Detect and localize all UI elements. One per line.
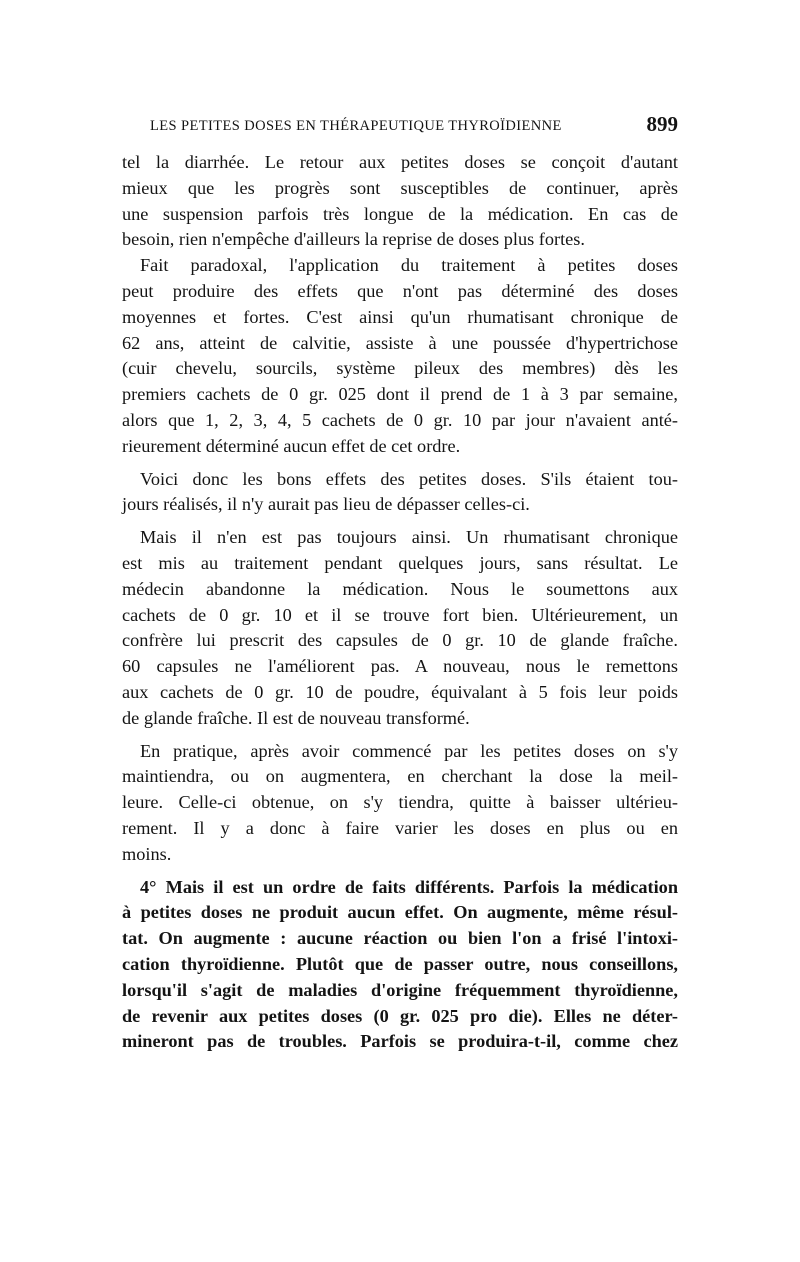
paragraph-5 (122, 739, 678, 868)
text-line: tel la diarrhée. Le retour aux petites doses se conçoit d'autant (122, 152, 678, 172)
text-line: confrère lui prescrit des capsules de 0 gr. 10 de glande fraîche. (122, 630, 678, 651)
text-line: Fait paradoxal, l'application du traitement à petites doses (140, 255, 678, 276)
running-title: LES PETITES DOSES EN THÉRAPEUTIQUE THYROÏDIENNE (150, 118, 562, 134)
paragraph-4 (122, 525, 678, 731)
text-line: En pratique, après avoir commencé par les petites doses on s'y (140, 740, 678, 761)
text-line: maintiendra, ou on augmentera, en cherchant la dose la meil- (122, 766, 678, 787)
text-line: lorsqu'il s'agit de maladies d'origine fréquemment thyroïdienne, (122, 979, 678, 1000)
text-line: besoin, rien n'empêche d'ailleurs la reprise de doses plus fortes. (122, 229, 585, 250)
text-line: à petites doses ne produit aucun effet. On augmente, même résul- (122, 902, 678, 923)
text-line: moyennes et fortes. C'est ainsi qu'un rhumatisant chronique de (122, 306, 678, 327)
page-number: 899 (646, 112, 678, 136)
body-text (122, 150, 678, 1055)
text-line: aux cachets de 0 gr. 10 de poudre, équivalant à 5 fois leur poids (122, 681, 678, 702)
text-line: est mis au traitement pendant quelques jours, sans résultat. Le (122, 552, 678, 573)
text-line: de glande fraîche. Il est de nouveau transformé. (122, 707, 470, 728)
text-line: tat. On augmente : aucune réaction ou bien l'on a frisé l'intoxi- (122, 928, 678, 949)
text-line: (cuir chevelu, sourcils, système pileux des membres) dès les (122, 358, 678, 379)
paragraph-1 (122, 150, 678, 253)
text-line: Mais il n'en est pas toujours ainsi. Un rhumatisant chronique (140, 527, 678, 548)
text-line: Voici donc les bons effets des petites doses. S'ils étaient tou- (140, 468, 678, 489)
text-line: 62 ans, atteint de calvitie, assiste à une poussée d'hypertrichose (122, 332, 678, 353)
text-line: 60 capsules ne l'améliorent pas. A nouveau, nous le remettons (122, 656, 678, 677)
paragraph-2 (122, 253, 678, 459)
text-line: médecin abandonne la médication. Nous le soumettons aux (122, 578, 678, 599)
paragraph-6 (122, 875, 678, 1056)
text-line: moins. (122, 843, 172, 864)
paragraph-3 (122, 467, 678, 519)
text-line: premiers cachets de 0 gr. 025 dont il prend de 1 à 3 par semaine, (122, 384, 678, 405)
text-line: cachets de 0 gr. 10 et il se trouve fort bien. Ultérieurement, un (122, 604, 678, 625)
text-line: mineront pas de troubles. Parfois se produira-t-il, comme chez (122, 1031, 678, 1052)
text-line: 4° Mais il est un ordre de faits différents. Parfois la médication (140, 876, 678, 897)
text-line: alors que 1, 2, 3, 4, 5 cachets de 0 gr. 10 par jour n'avaient anté- (122, 409, 678, 430)
text-line: leure. Celle-ci obtenue, on s'y tiendra, quitte à baisser ultérieu- (122, 792, 678, 813)
text-line: peut produire des effets que n'ont pas déterminé des doses (122, 280, 678, 301)
text-line: rement. Il y a donc à faire varier les doses en plus ou en (122, 817, 678, 838)
text-line: de revenir aux petites doses (0 gr. 025 pro die). Elles ne déter- (122, 1005, 678, 1026)
running-header (122, 112, 678, 142)
text-line: une suspension parfois très longue de la médication. En cas de (122, 203, 678, 224)
text-line: rieurement déterminé aucun effet de cet ordre. (122, 435, 461, 456)
text-line: cation thyroïdienne. Plutôt que de passer outre, nous conseillons, (122, 953, 678, 974)
text-line: jours réalisés, il n'y aurait pas lieu de dépasser celles-ci. (122, 494, 530, 515)
text-line: mieux que les progrès sont susceptibles de continuer, après (122, 177, 678, 198)
